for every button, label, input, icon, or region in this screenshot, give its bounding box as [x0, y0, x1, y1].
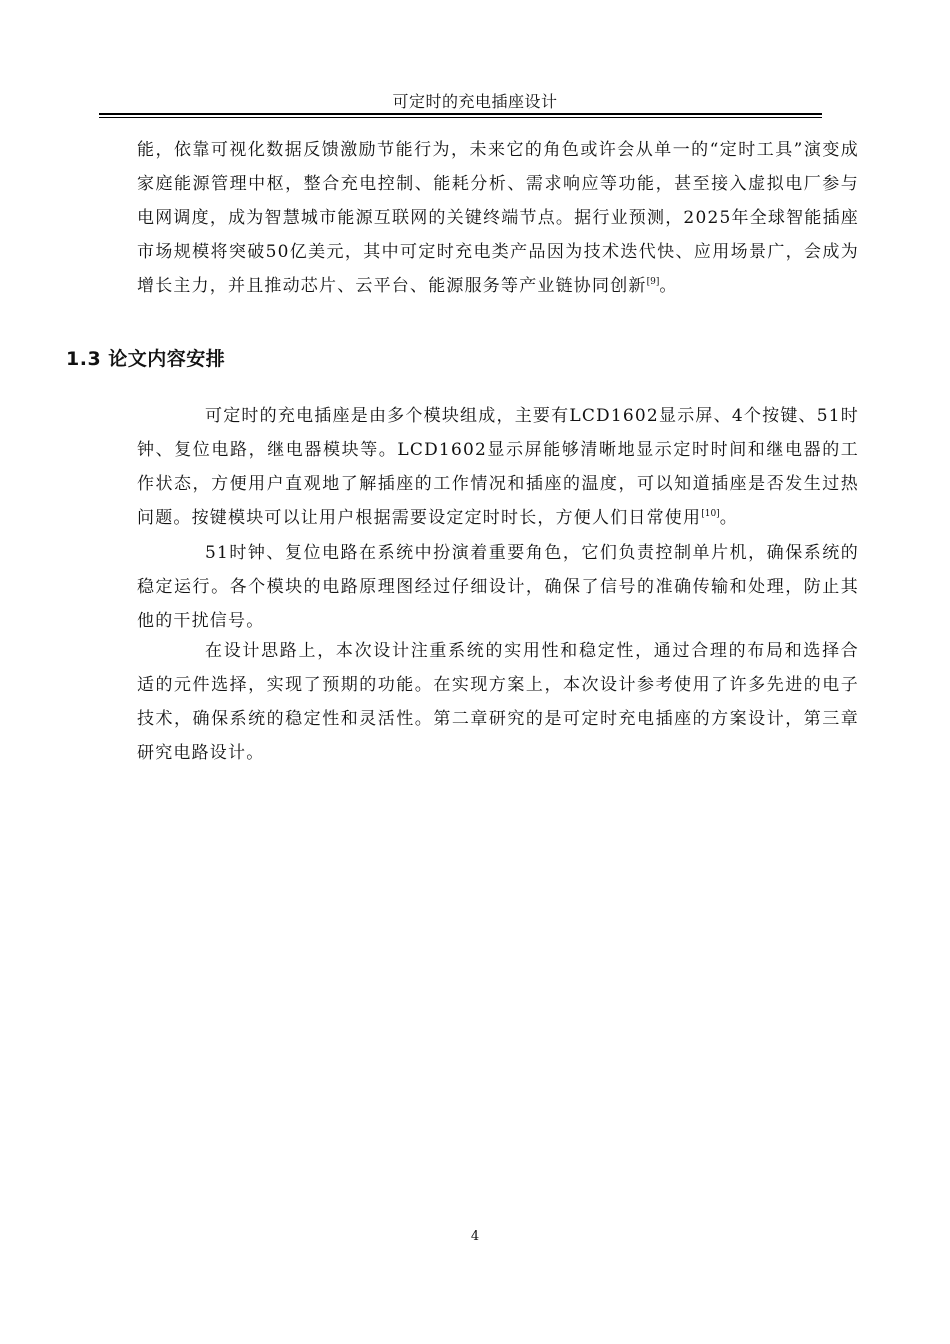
paragraph-end: 。 — [659, 276, 678, 296]
paragraph-text: 能，依靠可视化数据反馈激励节能行为，未来它的角色或许会从单一的“定时工具”演变成家庭能源管理中枢，整合充电控制、能耗分析、需求响应等功能，甚至接入虚拟电厂参与电网调度，成为智慧城市能源互联网的关键终端节点。据行业预测，2025年全球智能插座市场规模将突破50亿美元，其中可定时充电类产品因为技术迭代快、应用场景广，会成为增长主力，并且推动芯片、云平台、能源服务等产业链协同创新 — [137, 140, 859, 296]
citation: [9] — [646, 277, 660, 287]
section-heading: 1.3 论文内容安排 — [66, 348, 226, 370]
paragraph-clock-reset: 51时钟、复位电路在系统中扮演着重要角色，它们负责控制单片机，确保系统的稳定运行。各个模块的电路原理图经过仔细设计，确保了信号的准确传输和处理，防止其他的干扰信号。 — [137, 543, 859, 631]
citation: [10] — [701, 509, 720, 519]
paragraph-modules — [137, 399, 859, 535]
paragraph-text: 可定时的充电插座是由多个模块组成，主要有LCD1602显示屏、4个按键、51时钟、复位电路，继电器模块等。LCD1602显示屏能够清晰地显示定时时间和继电器的工作状态，方便用户直观地了解插座的工作情况和插座的温度，可以知道插座是否发生过热问题。按键模块可以让用户根据需要设定定时时长，方便人们日常使用 — [137, 406, 859, 528]
page-number: 4 — [470, 1229, 480, 1244]
header-rule-thick — [99, 113, 822, 115]
paragraph-design-approach: 在设计思路上，本次设计注重系统的实用性和稳定性，通过合理的布局和选择合适的元件选择，实现了预期的功能。在实现方案上，本次设计参考使用了许多先进的电子技术，确保系统的稳定性和灵活性。第二章研究的是可定时充电插座的方案设计，第三章研究电路设计。 — [137, 641, 859, 763]
paragraph-continued — [137, 133, 859, 303]
running-header: 可定时的充电插座设计 — [392, 92, 558, 111]
paragraph-end: 。 — [719, 508, 738, 528]
header-rule-thin — [99, 117, 822, 118]
